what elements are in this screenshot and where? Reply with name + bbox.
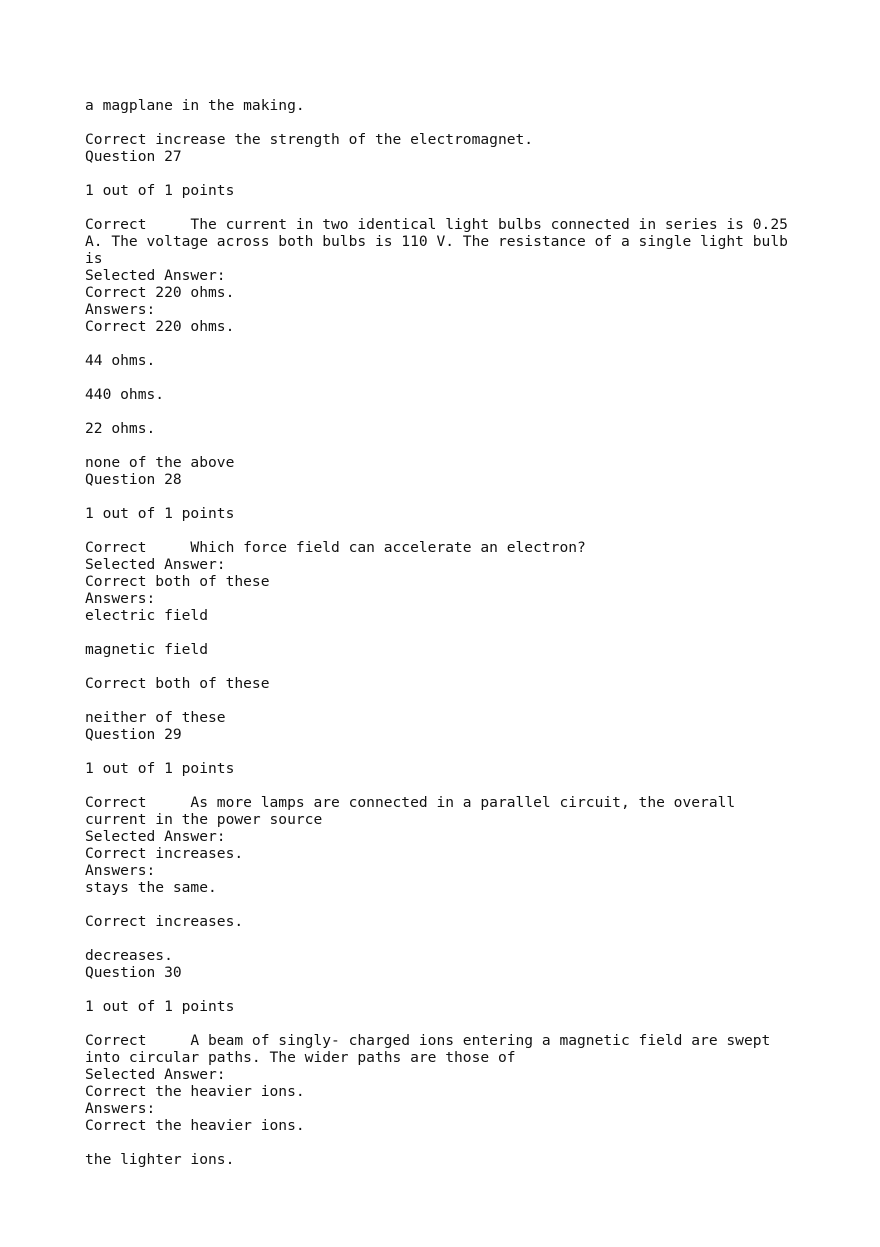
spacer bbox=[85, 335, 845, 352]
spacer bbox=[85, 658, 845, 675]
answers-label: Answers: bbox=[85, 301, 156, 318]
selected-answer-value: Correct 220 ohms. bbox=[85, 284, 235, 301]
spacer bbox=[85, 930, 845, 947]
answer-option: stays the same. bbox=[85, 879, 217, 896]
question-30-prompt-cont: into circular paths. The wider paths are those of bbox=[85, 1049, 516, 1066]
answer-option: neither of these bbox=[85, 709, 226, 726]
selected-answer-value: Correct the heavier ions. bbox=[85, 1083, 305, 1100]
selected-answer-value: Correct both of these bbox=[85, 573, 270, 590]
answer-option: Correct 220 ohms. bbox=[85, 318, 235, 335]
question-29-heading: Question 29 bbox=[85, 726, 182, 743]
question-27-prompt: Correct The current in two identical light bulbs connected in series is 0.25 bbox=[85, 216, 788, 233]
question-30-points: 1 out of 1 points bbox=[85, 998, 235, 1015]
answer-option: decreases. bbox=[85, 947, 173, 964]
question-27-points: 1 out of 1 points bbox=[85, 182, 235, 199]
intro-line: a magplane in the making. bbox=[85, 97, 305, 114]
answer-option: Correct both of these bbox=[85, 675, 270, 692]
question-28-points: 1 out of 1 points bbox=[85, 505, 235, 522]
document-page bbox=[85, 97, 845, 1168]
spacer bbox=[85, 199, 845, 216]
question-29-prompt: Correct As more lamps are connected in a parallel circuit, the overall bbox=[85, 794, 736, 811]
spacer bbox=[85, 114, 845, 131]
question-28-prompt: Correct Which force field can accelerate an electron? bbox=[85, 539, 586, 556]
answer-option: electric field bbox=[85, 607, 209, 624]
spacer bbox=[85, 981, 845, 998]
question-29-points: 1 out of 1 points bbox=[85, 760, 235, 777]
answers-label: Answers: bbox=[85, 862, 156, 879]
selected-answer-label: Selected Answer: bbox=[85, 828, 226, 845]
answer-option: 44 ohms. bbox=[85, 352, 156, 369]
spacer bbox=[85, 369, 845, 386]
answer-option: 440 ohms. bbox=[85, 386, 165, 403]
spacer bbox=[85, 437, 845, 454]
answer-option: the lighter ions. bbox=[85, 1151, 235, 1168]
selected-answer-value: Correct increases. bbox=[85, 845, 244, 862]
question-28-heading: Question 28 bbox=[85, 471, 182, 488]
question-30-prompt: Correct A beam of singly- charged ions entering a magnetic field are swept bbox=[85, 1032, 771, 1049]
answers-label: Answers: bbox=[85, 590, 156, 607]
answer-option: 22 ohms. bbox=[85, 420, 156, 437]
spacer bbox=[85, 165, 845, 182]
question-27-prompt-cont: is bbox=[85, 250, 103, 267]
spacer bbox=[85, 743, 845, 760]
spacer bbox=[85, 522, 845, 539]
selected-answer-label: Selected Answer: bbox=[85, 1066, 226, 1083]
spacer bbox=[85, 777, 845, 794]
spacer bbox=[85, 1134, 845, 1151]
selected-answer-label: Selected Answer: bbox=[85, 556, 226, 573]
question-27-prompt-cont: A. The voltage across both bulbs is 110 V. The resistance of a single light bulb bbox=[85, 233, 788, 250]
answer-option: Correct the heavier ions. bbox=[85, 1117, 305, 1134]
spacer bbox=[85, 692, 845, 709]
spacer bbox=[85, 488, 845, 505]
spacer bbox=[85, 896, 845, 913]
answer-option: Correct increases. bbox=[85, 913, 244, 930]
spacer bbox=[85, 624, 845, 641]
question-30-heading: Question 30 bbox=[85, 964, 182, 981]
spacer bbox=[85, 1015, 845, 1032]
intro-answer-line: Correct increase the strength of the electromagnet. bbox=[85, 131, 534, 148]
spacer bbox=[85, 403, 845, 420]
question-27-heading: Question 27 bbox=[85, 148, 182, 165]
answer-option: magnetic field bbox=[85, 641, 209, 658]
question-29-prompt-cont: current in the power source bbox=[85, 811, 323, 828]
answer-option: none of the above bbox=[85, 454, 235, 471]
selected-answer-label: Selected Answer: bbox=[85, 267, 226, 284]
answers-label: Answers: bbox=[85, 1100, 156, 1117]
